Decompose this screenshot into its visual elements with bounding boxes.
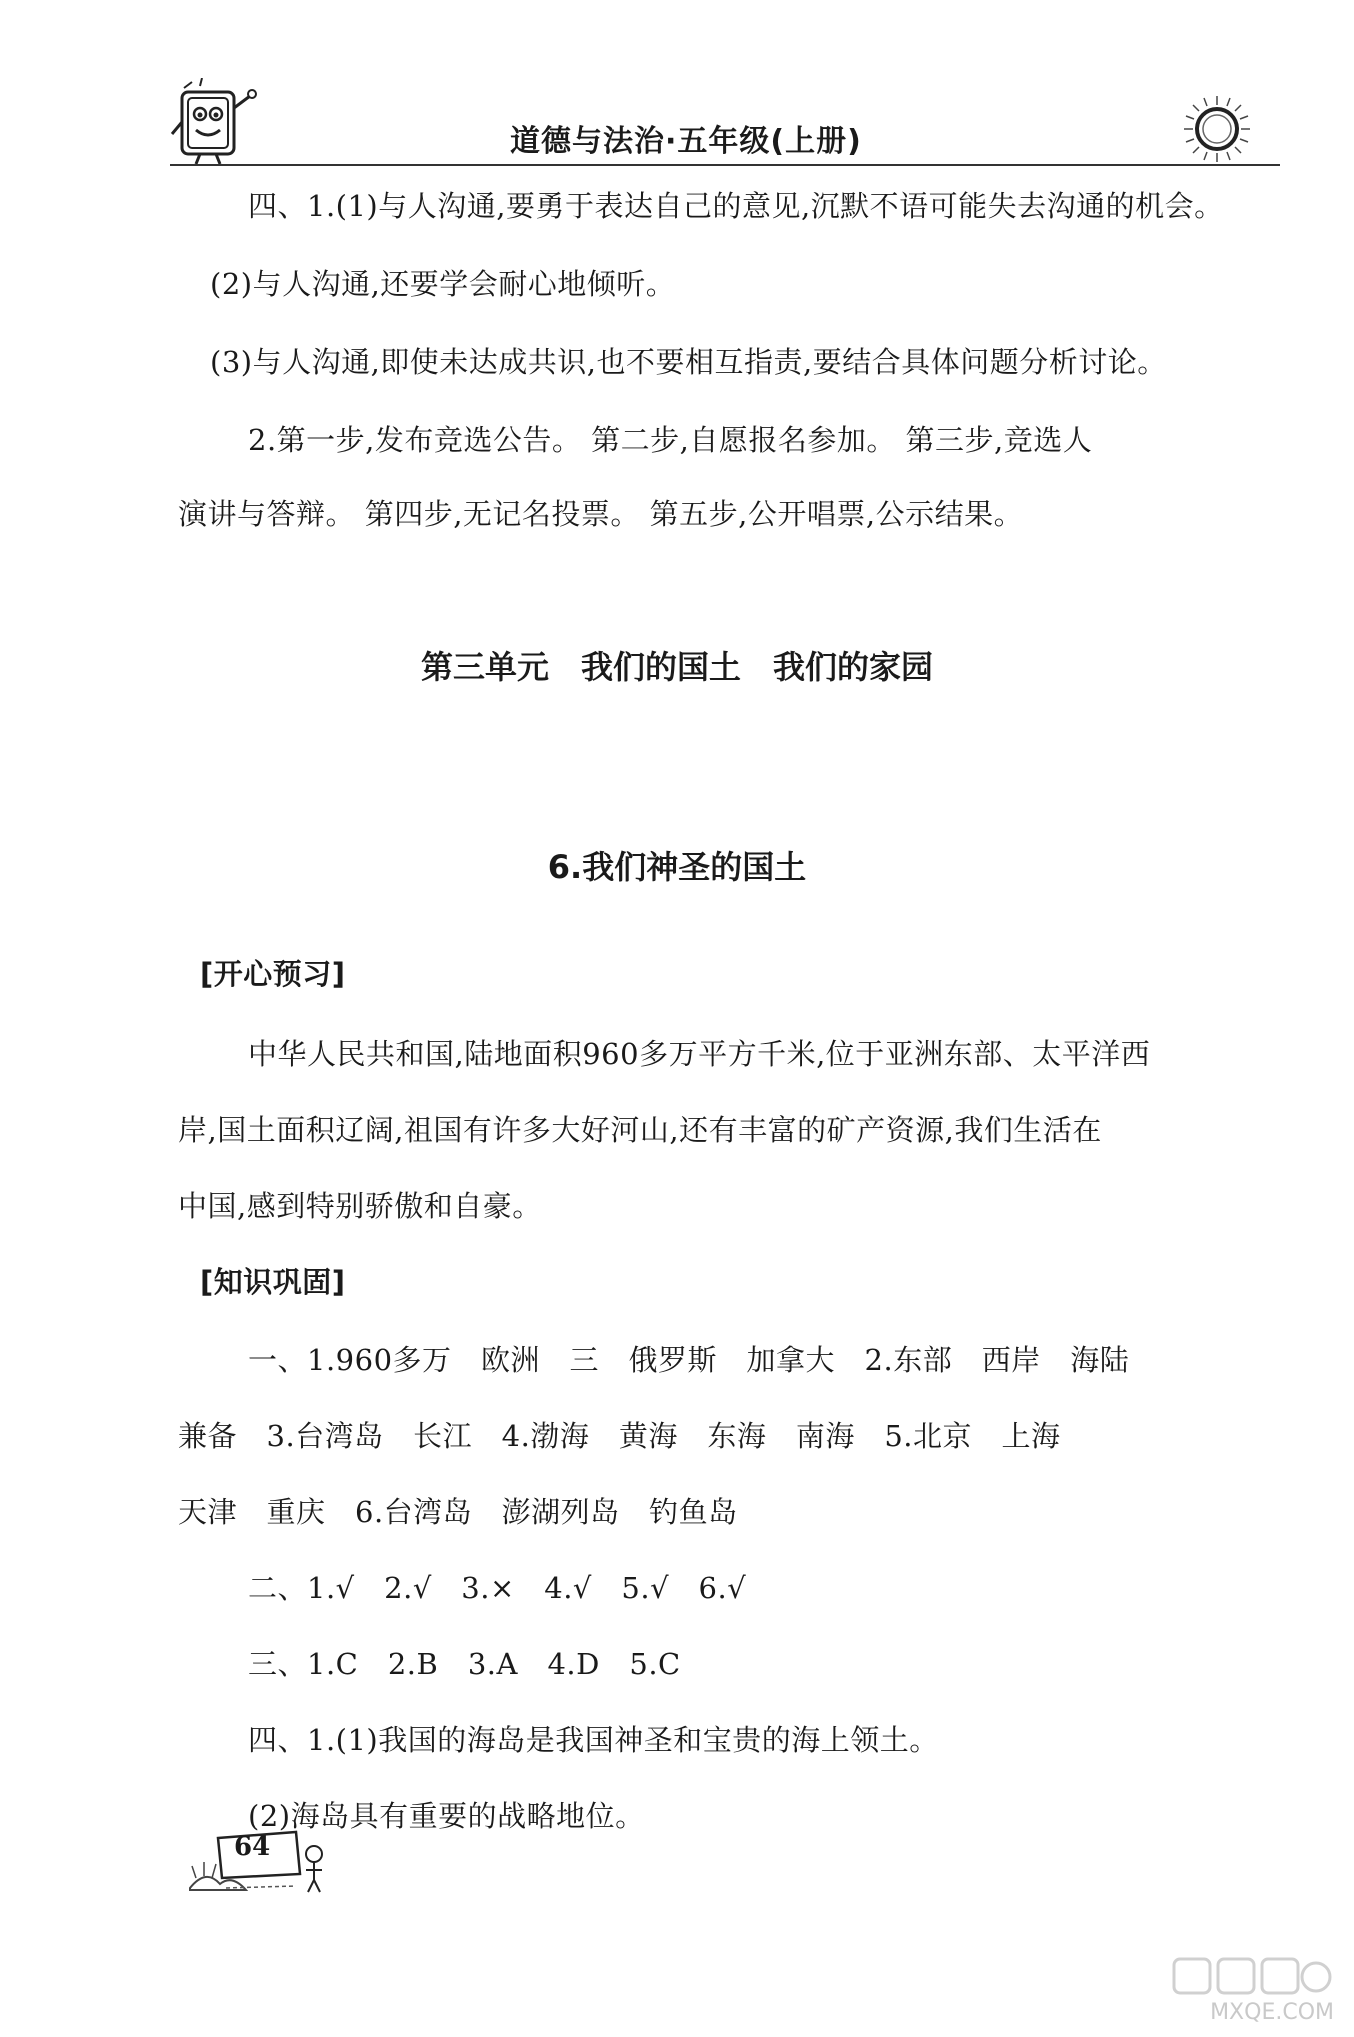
watermark xyxy=(1134,1955,1334,2025)
page-header-title: 道德与法治·五年级(上册) xyxy=(510,124,862,159)
knowledge-line: 天津 重庆 6.台湾岛 澎湖列岛 钓鱼岛 xyxy=(178,1495,738,1529)
answer-line: (3)与人沟通,即使未达成共识,也不要相互指责,要结合具体问题分析讨论。 xyxy=(210,345,1167,379)
knowledge-line: 一、1.960多万 欧洲 三 俄罗斯 加拿大 2.东部 西岸 海陆 xyxy=(248,1343,1130,1377)
preview-line: 岸,国土面积辽阔,祖国有许多大好河山,还有丰富的矿产资源,我们生活在 xyxy=(178,1113,1102,1147)
lesson-title: 6.我们神圣的国土 xyxy=(547,848,807,886)
unit-title: 第三单元 我们的国土 我们的家园 xyxy=(420,648,933,686)
watermark-text: MXQE.COM xyxy=(1210,2000,1334,2025)
knowledge-line: 四、1.(1)我国的海岛是我国神圣和宝贵的海上领土。 xyxy=(248,1723,939,1757)
knowledge-line: 二、1.√ 2.√ 3.× 4.√ 5.√ 6.√ xyxy=(248,1571,747,1605)
page-header xyxy=(170,78,1280,168)
preview-line: 中国,感到特别骄傲和自豪。 xyxy=(178,1189,542,1223)
answer-line: 2.第一步,发布竞选公告。 第二步,自愿报名参加。 第三步,竞选人 xyxy=(248,423,1093,457)
sun-ornament-icon xyxy=(1182,94,1252,164)
knowledge-line: 三、1.C 2.B 3.A 4.D 5.C xyxy=(248,1647,681,1681)
section-label-preview: [开心预习] xyxy=(200,957,346,991)
watermark-logo-icon xyxy=(1134,1955,1334,1999)
knowledge-line: (2)海岛具有重要的战略地位。 xyxy=(248,1799,645,1833)
book-mascot-icon xyxy=(170,78,260,166)
header-rule xyxy=(170,164,1280,166)
answer-line: (2)与人沟通,还要学会耐心地倾听。 xyxy=(210,267,676,301)
preview-line: 中华人民共和国,陆地面积960多万平方千米,位于亚洲东部、太平洋西 xyxy=(248,1037,1151,1071)
section-label-knowledge: [知识巩固] xyxy=(200,1265,346,1299)
page-number: 64 xyxy=(234,1832,271,1862)
answer-line: 演讲与答辩。 第四步,无记名投票。 第五步,公开唱票,公示结果。 xyxy=(178,497,1024,531)
page-footer xyxy=(186,1818,336,1898)
knowledge-line: 兼备 3.台湾岛 长江 4.渤海 黄海 东海 南海 5.北京 上海 xyxy=(178,1419,1061,1453)
answer-line: 四、1.(1)与人沟通,要勇于表达自己的意见,沉默不语可能失去沟通的机会。 xyxy=(248,189,1224,223)
